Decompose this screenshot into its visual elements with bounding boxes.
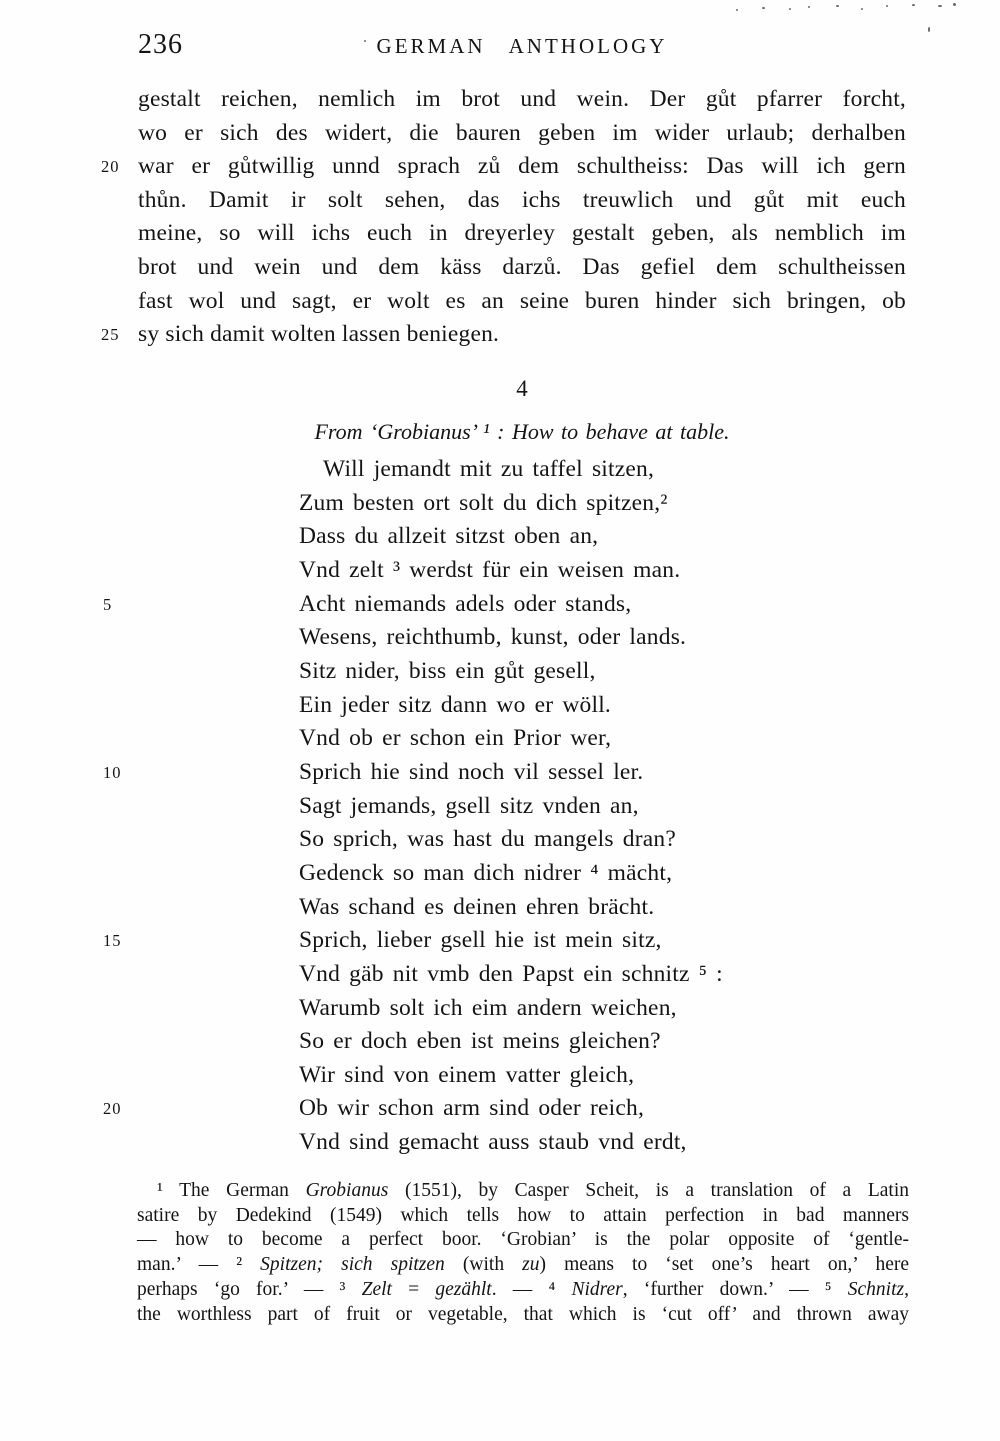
scan-artifact	[736, 9, 738, 11]
prose-line	[101, 150, 906, 184]
prose-paragraph	[101, 83, 906, 352]
poem-line-text: Sprich, lieber gsell hie ist mein sitz,	[299, 927, 662, 954]
poem-line-text: Wir sind von einem vatter gleich,	[299, 1061, 635, 1088]
prose-line	[138, 117, 906, 151]
footnote-text: man.’ — ²	[137, 1254, 261, 1276]
prose-line	[138, 217, 906, 251]
prose-line	[138, 285, 906, 319]
poem-line	[299, 1025, 723, 1059]
poem-line	[299, 891, 723, 925]
footnote-line	[137, 1179, 909, 1204]
page-header-title: GERMAN ANTHOLOGY	[376, 34, 668, 58]
footnote-text-italic: Grobianus	[305, 1180, 389, 1201]
poem-line	[299, 857, 723, 891]
margin-line-number: 20	[103, 1099, 122, 1119]
footnote-text-italic: Schnitz	[847, 1278, 905, 1300]
page-number: 236	[138, 29, 183, 60]
running-head	[138, 28, 906, 64]
footnote-text-italic: Zelt	[361, 1278, 392, 1300]
scan-artifact	[953, 3, 956, 6]
poem-line	[299, 554, 723, 588]
poem-line-text: Sitz nider, biss ein gůt gesell,	[299, 657, 596, 684]
poem-line-text: Zum besten ort solt du dich spitzen,²	[299, 489, 668, 516]
poem-line-text: So er doch eben ist meins gleichen?	[299, 1028, 661, 1055]
prose-line-text: thůn. Damit ir solt sehen, das ichs treuwlich und gůt mit euch	[138, 186, 906, 213]
poem-line-text: Vnd gäb nit vmb den Papst ein schnitz ⁵ :	[299, 960, 723, 987]
margin-line-number: 15	[103, 931, 122, 951]
poem-line-text: Acht niemands adels oder stands,	[299, 590, 632, 617]
poem-line-text: Was schand es deinen ehren brächt.	[299, 893, 655, 920]
section-number: 4	[516, 376, 528, 401]
poem-line	[103, 1092, 723, 1126]
footnote-text: ) means to ‘set one’s heart on,’ here	[539, 1254, 909, 1276]
footnote-text: (with	[444, 1254, 523, 1276]
poem-line	[299, 1059, 723, 1093]
footnote-text: ¹ The German	[157, 1180, 306, 1201]
poem-line-text: Warumb solt ich eim andern weichen,	[299, 994, 677, 1021]
poem-line-text: Vnd zelt ³ werdst für ein weisen man.	[299, 556, 681, 583]
prose-line-text: war er gůtwillig unnd sprach zů dem schultheiss: Das will ich gern	[138, 153, 906, 180]
scan-artifact	[861, 8, 863, 10]
poem-line	[299, 958, 723, 992]
footnote-line	[137, 1303, 909, 1328]
footnote-text-italic: zu	[522, 1254, 540, 1276]
poem-line-text: Gedenck so man dich nidrer ⁴ mächt,	[299, 859, 673, 886]
prose-line-text: fast wol und sagt, er wolt es an seine buren hinder sich bringen, ob	[138, 287, 906, 314]
scan-artifact	[836, 5, 839, 7]
poem-line-text: Sagt jemands, gsell sitz vnden an,	[299, 792, 639, 819]
prose-line-text: wo er sich des widert, die bauren geben im wider urlaub; derhalben	[138, 119, 906, 146]
poem-line	[299, 790, 723, 824]
poem-line	[103, 588, 723, 622]
footnote-line	[137, 1204, 909, 1229]
poem-line-text: Vnd sind gemacht auss staub vnd erdt,	[299, 1129, 687, 1156]
prose-line-text: meine, so will ichs euch in dreyerley gestalt geben, als nemblich im	[138, 220, 906, 247]
poem-line	[299, 520, 723, 554]
poem-line-text: Sprich hie sind noch vil sessel ler.	[299, 758, 644, 785]
prose-line-text: brot und wein und dem käss darzů. Das gefiel dem schultheissen	[138, 253, 906, 280]
prose-line	[101, 318, 906, 352]
scan-artifact	[808, 6, 810, 8]
poem-line	[103, 924, 723, 958]
poem-line-text: Vnd ob er schon ein Prior wer,	[299, 725, 612, 752]
scan-artifact	[938, 5, 942, 7]
scan-artifact	[928, 27, 930, 32]
scan-artifact	[762, 7, 765, 9]
scan-artifact	[789, 8, 791, 10]
footnote-text: satire by Dedekind (1549) which tells how to attain perfection in bad manners	[137, 1204, 909, 1226]
poem-line-text: Will jemandt mit zu taffel sitzen,	[323, 456, 655, 482]
poem-heading: From ‘Grobianus’ ¹ : How to behave at table.	[314, 419, 730, 444]
poem-line	[299, 655, 723, 689]
poem-line	[299, 689, 723, 723]
margin-line-number: 10	[103, 762, 122, 782]
scan-artifact	[912, 4, 915, 6]
poem-line	[299, 823, 723, 857]
footnote-text-italic: gezählt	[435, 1278, 492, 1300]
poem-line	[299, 621, 723, 655]
footnote-text: perhaps ‘go for.’ — ³	[137, 1278, 362, 1300]
prose-line	[138, 251, 906, 285]
footnote-text-italic: Nidrer	[571, 1278, 623, 1300]
poem-line-text: Wesens, reichthumb, kunst, oder lands.	[299, 624, 687, 651]
poem-line	[299, 992, 723, 1026]
margin-line-number: 20	[101, 157, 120, 177]
poem-line	[299, 487, 723, 521]
prose-line-text: gestalt reichen, nemlich im brot und wein. Der gůt pfarrer forcht,	[138, 86, 906, 112]
margin-line-number: 25	[101, 325, 120, 345]
prose-line	[138, 184, 906, 218]
footnote-text: — how to become a perfect boor. ‘Grobian’ is the polar opposite of ‘gentle-	[137, 1229, 909, 1251]
footnote-line	[137, 1228, 909, 1253]
footnote-text: . — ⁴	[491, 1278, 572, 1300]
footnote-text: , ‘further down.’ — ⁵	[622, 1278, 848, 1300]
margin-line-number: 5	[103, 594, 113, 614]
prose-line	[138, 83, 906, 117]
footnote-text-italic: Spitzen; sich spitzen	[260, 1254, 445, 1276]
poem	[103, 453, 723, 1160]
poem-line-text: Ob wir schon arm sind oder reich,	[299, 1095, 645, 1122]
footnote-text: =	[391, 1278, 436, 1300]
footnote-line	[137, 1278, 909, 1303]
poem-line	[103, 756, 723, 790]
poem-line-text: So sprich, was hast du mangels dran?	[299, 826, 676, 853]
poem-line	[299, 453, 723, 487]
footnote-text: ,	[904, 1278, 909, 1300]
poem-line-text: Ein jeder sitz dann wo er wöll.	[299, 691, 611, 718]
prose-line-text: sy sich damit wolten lassen beniegen.	[138, 321, 500, 348]
scan-artifact	[886, 5, 888, 7]
poem-line-text: Dass du allzeit sitzst oben an,	[299, 523, 599, 550]
poem-line	[299, 722, 723, 756]
footnote-text: (1551), by Casper Scheit, is a translation of a Latin	[388, 1180, 909, 1201]
footnote-text: the worthless part of fruit or vegetable, that which is ‘cut off’ and thrown away	[137, 1303, 909, 1325]
footnote-line	[137, 1253, 909, 1278]
poem-line	[299, 1126, 723, 1160]
footnote-block	[137, 1179, 909, 1327]
